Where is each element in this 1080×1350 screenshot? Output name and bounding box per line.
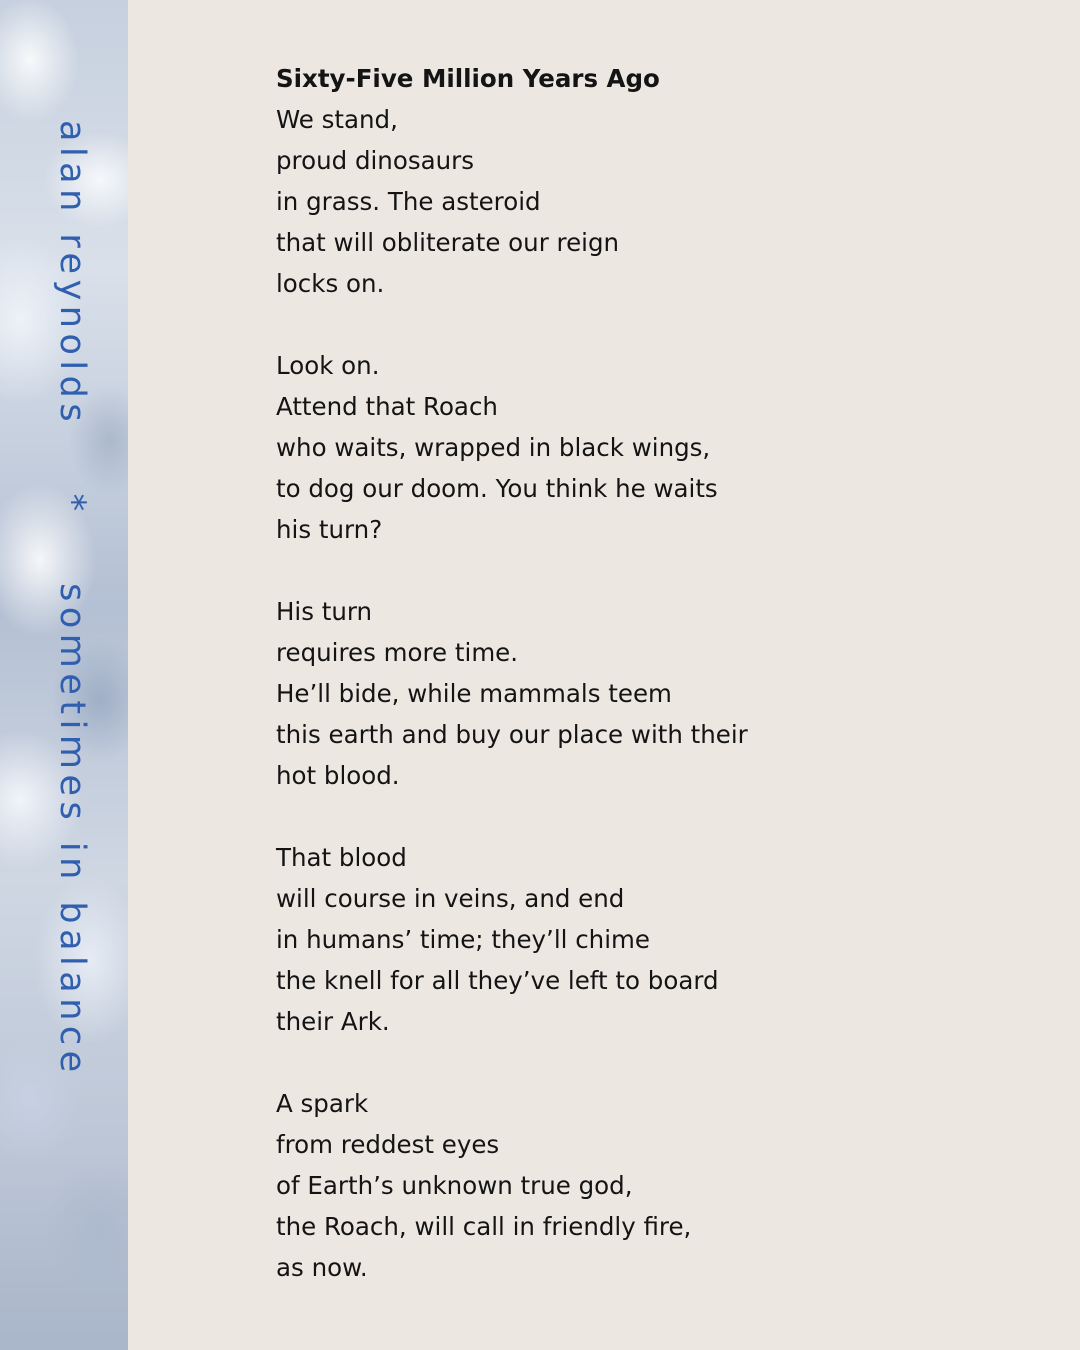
poem-title: Sixty-Five Million Years Ago [276, 64, 660, 93]
poem-line: his turn? [276, 515, 383, 544]
author-name: alan reynolds [52, 120, 92, 428]
poem [276, 58, 1036, 1288]
stanza-4 [276, 837, 1036, 1042]
poem-line: His turn [276, 597, 373, 626]
poem-line: to dog our doom. You think he waits [276, 474, 718, 503]
poem-line: That blood [276, 843, 407, 872]
poem-line: A spark [276, 1089, 369, 1118]
poem-line: He’ll bide, while mammals teem [276, 679, 672, 708]
poem-line: of Earth’s unknown true god, [276, 1171, 633, 1200]
poem-line: proud dinosaurs [276, 146, 474, 175]
poem-line: hot blood. [276, 761, 400, 790]
poem-line: their Ark. [276, 1007, 390, 1036]
poem-line: that will obliterate our reign [276, 228, 620, 257]
collection-title: sometimes in balance [52, 583, 92, 1078]
poem-line: as now. [276, 1253, 368, 1282]
poem-line: in grass. The asteroid [276, 187, 541, 216]
poem-line: in humans’ time; they’ll chime [276, 925, 650, 954]
poem-line: Look on. [276, 351, 380, 380]
separator-asterisk: * [52, 493, 92, 517]
poem-line: requires more time. [276, 638, 519, 667]
poem-line: the Roach, will call in friendly fire, [276, 1212, 692, 1241]
poem-line: locks on. [276, 269, 385, 298]
poem-line: We stand, [276, 105, 398, 134]
sidebar-vertical-text [42, 120, 102, 1235]
poem-line: the knell for all they’ve left to board [276, 966, 719, 995]
sidebar-cloud-banner [0, 0, 128, 1350]
stanza-5 [276, 1083, 1036, 1288]
poem-line: will course in veins, and end [276, 884, 625, 913]
poem-line: from reddest eyes [276, 1130, 500, 1159]
stanza-1 [276, 99, 1036, 304]
poem-line: who waits, wrapped in black wings, [276, 433, 711, 462]
poem-line: Attend that Roach [276, 392, 498, 421]
poem-line: this earth and buy our place with their [276, 720, 748, 749]
stanza-3 [276, 591, 1036, 796]
stanza-2 [276, 345, 1036, 550]
